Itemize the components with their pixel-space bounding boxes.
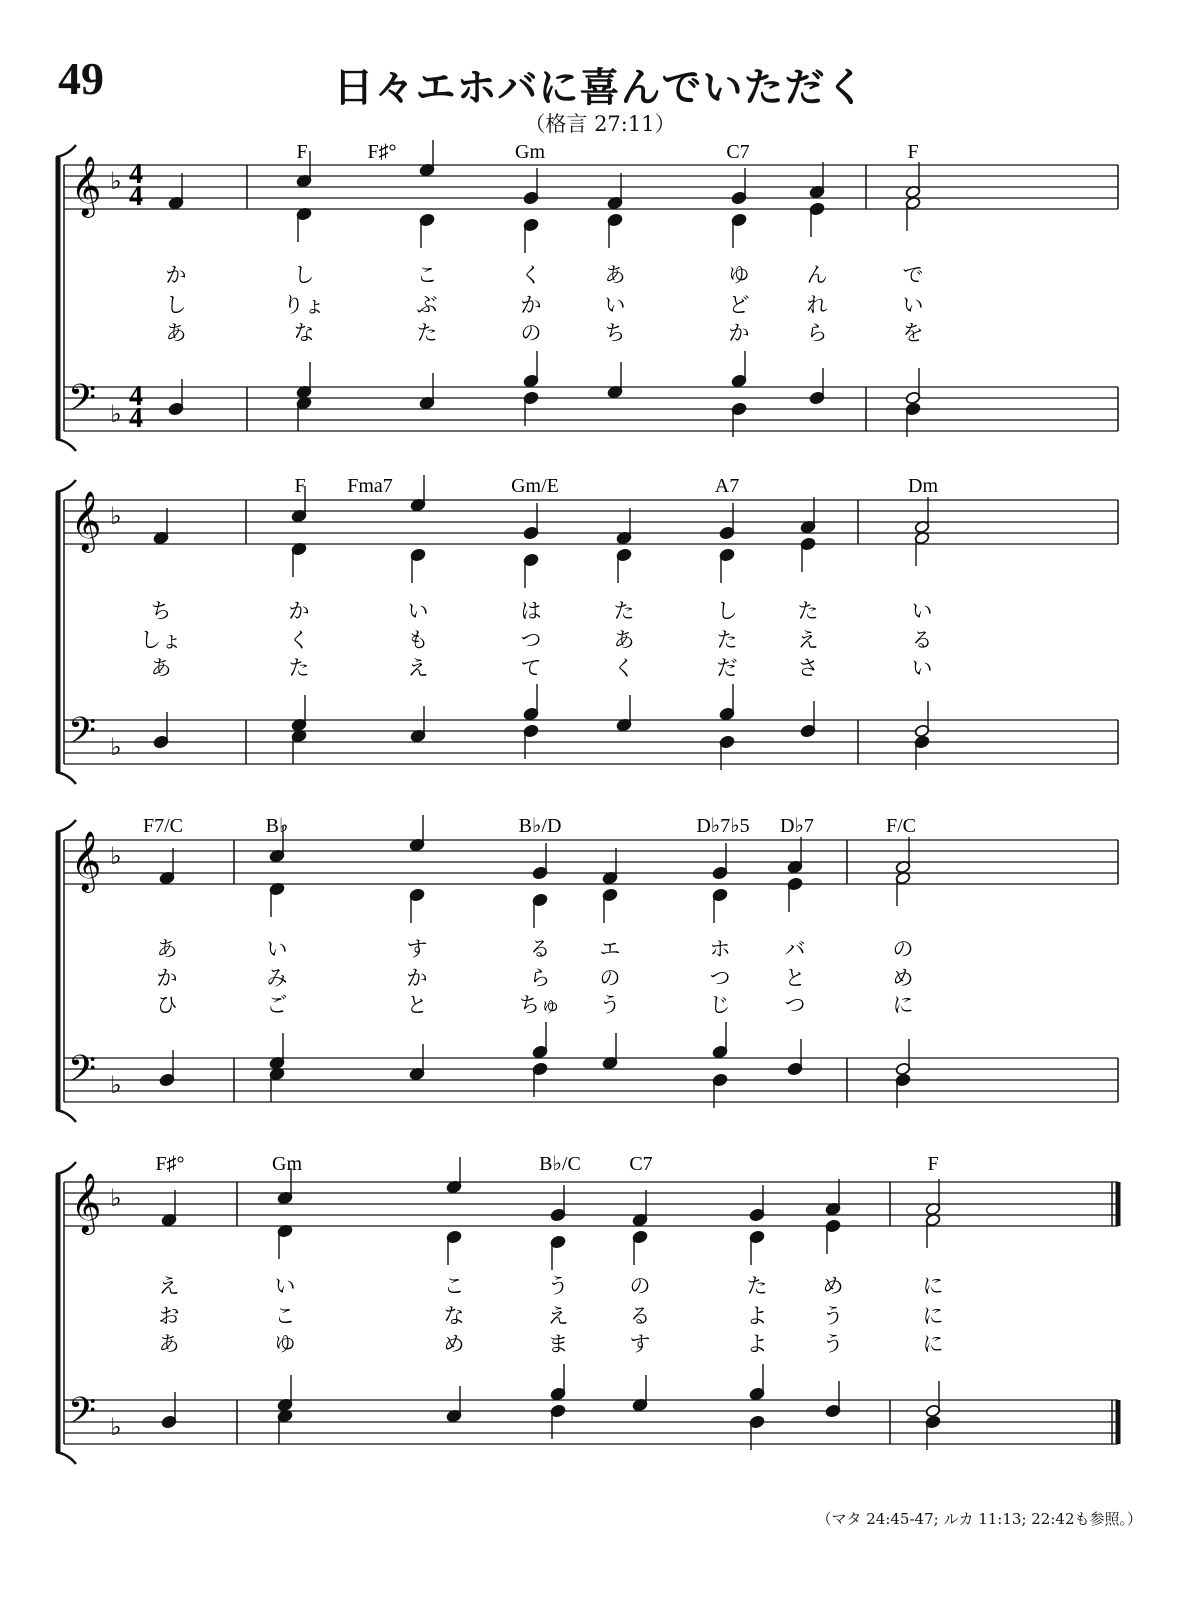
time-signature-top: 4 [129, 159, 143, 190]
lyric-syllable-verse-1: こ [416, 263, 438, 287]
lyric-syllable-verse-1: い [407, 599, 429, 623]
lyric-syllable-verse-1: か [288, 599, 310, 623]
time-signature-bottom: 4 [129, 403, 143, 434]
chord-symbol: B♭/C [539, 1153, 581, 1175]
lyric-syllable-verse-1: こ [443, 1274, 465, 1298]
lyric-syllable-verse-3: な [293, 321, 315, 345]
chord-symbol: Gm [515, 141, 545, 163]
system-3 [56, 815, 1118, 1122]
lyric-syllable-verse-3: の [520, 321, 542, 345]
lyric-syllable-verse-3: た [288, 656, 310, 680]
lyric-syllable-verse-1: に [922, 1274, 944, 1298]
lyric-syllable-verse-3: ゆ [274, 1332, 296, 1356]
chord-symbol: F7/C [142, 815, 184, 837]
lyric-syllable-verse-1: ホ [709, 937, 731, 961]
lyric-syllable-verse-1: い [911, 599, 933, 623]
chord-symbol: C7 [629, 1153, 653, 1175]
lyric-syllable-verse-1: め [822, 1274, 844, 1298]
chord-symbol: B♭ [265, 815, 289, 837]
bracket-bottom-hook [56, 1110, 76, 1122]
bracket-bottom-hook [56, 439, 76, 451]
lyric-syllable-verse-3: え [407, 656, 429, 680]
lyric-syllable-verse-1: で [902, 263, 924, 287]
bass-clef: 𝄢 [67, 1390, 97, 1441]
lyric-syllable-verse-2: た [716, 628, 738, 652]
lyric-syllable-verse-3: て [520, 656, 542, 680]
lyric-syllable-verse-2: つ [520, 628, 542, 652]
lyric-syllable-verse-1: の [892, 937, 914, 961]
chord-symbol: F [296, 141, 308, 163]
lyric-syllable-verse-3: に [892, 993, 914, 1017]
lyric-syllable-verse-1: バ [784, 937, 806, 961]
lyric-syllable-verse-3: ひ [156, 993, 178, 1017]
lyric-syllable-verse-1: ん [806, 263, 828, 287]
lyric-syllable-verse-1: し [716, 599, 738, 623]
lyric-syllable-verse-3: く [613, 656, 635, 680]
footer-references: （マタ 24:45-47; ルカ 11:13; 22:42も参照。） [816, 1510, 1142, 1528]
chord-symbol: D♭7♭5 [696, 815, 750, 837]
lyric-syllable-verse-1: る [529, 937, 551, 961]
lyric-syllable-verse-1: は [520, 599, 542, 623]
chord-symbol: Gm/E [511, 475, 559, 497]
lyric-syllable-verse-3: す [629, 1332, 651, 1356]
lyric-syllable-verse-2: い [604, 293, 626, 317]
hymn-number: 49 [58, 53, 104, 104]
lyric-syllable-verse-2: え [797, 628, 819, 652]
lyric-syllable-verse-1: す [406, 937, 428, 961]
key-signature-flat-icon: ♭ [110, 1184, 122, 1212]
lyric-syllable-verse-3: た [416, 321, 438, 345]
chord-symbol: B♭/D [518, 815, 562, 837]
chord-symbol: F [927, 1153, 939, 1175]
lyric-syllable-verse-3: ま [547, 1332, 569, 1356]
lyric-syllable-verse-3: か [728, 321, 750, 345]
lyric-syllable-verse-3: つ [784, 993, 806, 1017]
lyric-syllable-verse-1: い [274, 1274, 296, 1298]
lyric-syllable-verse-1: か [165, 263, 187, 287]
lyric-syllable-verse-2: お [158, 1304, 180, 1328]
time-signature-top: 4 [129, 381, 143, 412]
treble-clef: 𝄞 [70, 156, 102, 216]
lyric-syllable-verse-3: じ [709, 993, 731, 1017]
treble-clef: 𝄞 [70, 491, 102, 551]
chord-symbol: F♯° [155, 1153, 185, 1175]
lyric-syllable-verse-2: りょ [283, 293, 325, 317]
lyric-syllable-verse-3: ら [806, 321, 828, 345]
lyric-syllable-verse-1: た [613, 599, 635, 623]
lyric-syllable-verse-2: しょ [140, 628, 182, 652]
chord-symbol: A7 [714, 475, 740, 497]
lyric-syllable-verse-2: も [407, 628, 429, 652]
lyric-syllable-verse-2: る [911, 628, 933, 652]
lyric-syllable-verse-1: あ [604, 263, 626, 287]
lyric-syllable-verse-3: ご [266, 993, 288, 1017]
chord-symbol: Fma7 [347, 475, 393, 497]
chord-symbol: F♯° [367, 141, 397, 163]
lyric-syllable-verse-2: え [547, 1304, 569, 1328]
lyric-syllable-verse-1: た [797, 599, 819, 623]
chord-symbol: D♭7 [780, 815, 814, 837]
chord-symbol: F [907, 141, 919, 163]
lyric-syllable-verse-2: う [822, 1304, 844, 1328]
lyric-syllable-verse-2: ど [728, 293, 750, 317]
lyric-syllable-verse-3: あ [165, 321, 187, 345]
lyric-syllable-verse-1: ゆ [728, 263, 750, 287]
chord-symbol: F [294, 475, 306, 497]
lyric-syllable-verse-2: ぶ [416, 293, 438, 317]
key-signature-flat-icon: ♭ [110, 842, 122, 870]
lyric-syllable-verse-2: に [922, 1304, 944, 1328]
lyric-syllable-verse-2: こ [274, 1304, 296, 1328]
lyric-syllable-verse-3: ちゅ [519, 993, 561, 1017]
key-signature-flat-icon: ♭ [110, 733, 122, 761]
bracket-bottom-hook [56, 772, 76, 784]
lyric-syllable-verse-3: う [822, 1332, 844, 1356]
hymn-title: 日々エホバに喜んでいただく [333, 65, 867, 111]
lyric-syllable-verse-3: め [443, 1332, 465, 1356]
lyric-syllable-verse-3: を [902, 321, 924, 345]
lyric-syllable-verse-1: た [746, 1274, 768, 1298]
lyric-syllable-verse-3: ち [604, 321, 626, 345]
lyric-syllable-verse-3: あ [158, 1332, 180, 1356]
chord-symbol: Dm [908, 475, 938, 497]
chord-symbol: C7 [726, 141, 750, 163]
lyric-syllable-verse-2: よ [746, 1304, 768, 1328]
lyric-syllable-verse-3: さ [797, 656, 819, 680]
key-signature-flat-icon: ♭ [110, 167, 122, 195]
lyric-syllable-verse-2: み [266, 966, 288, 990]
lyric-syllable-verse-1: エ [599, 937, 621, 961]
lyric-syllable-verse-2: つ [709, 966, 731, 990]
scripture-reference: （格言 27:11） [524, 112, 676, 136]
lyric-syllable-verse-2: れ [806, 293, 828, 317]
lyric-syllable-verse-1: し [293, 263, 315, 287]
key-signature-flat-icon: ♭ [110, 502, 122, 530]
lyric-syllable-verse-2: か [520, 293, 542, 317]
lyric-syllable-verse-3: に [922, 1332, 944, 1356]
system-1 [56, 140, 1118, 451]
lyric-syllable-verse-3: だ [716, 656, 738, 680]
lyric-syllable-verse-2: る [629, 1304, 651, 1328]
lyric-syllable-verse-2: ら [529, 966, 551, 990]
bass-clef: 𝄢 [67, 377, 97, 428]
lyric-syllable-verse-2: め [892, 966, 914, 990]
key-signature-flat-icon: ♭ [110, 400, 122, 428]
chord-symbol: F/C [885, 815, 917, 837]
lyric-syllable-verse-2: な [443, 1304, 465, 1328]
system-4 [56, 1153, 1118, 1464]
lyric-syllable-verse-2: く [288, 628, 310, 652]
lyric-syllable-verse-1: え [158, 1274, 180, 1298]
lyric-syllable-verse-2: か [156, 966, 178, 990]
lyric-syllable-verse-3: い [911, 656, 933, 680]
bass-clef: 𝄢 [67, 710, 97, 761]
lyric-syllable-verse-1: ち [150, 599, 172, 623]
lyric-syllable-verse-1: い [266, 937, 288, 961]
treble-clef: 𝄞 [70, 1173, 102, 1233]
bass-clef: 𝄢 [67, 1048, 97, 1099]
time-signature-bottom: 4 [129, 181, 143, 212]
lyric-syllable-verse-2: し [165, 293, 187, 317]
lyric-syllable-verse-2: と [784, 966, 806, 990]
lyric-syllable-verse-3: あ [150, 656, 172, 680]
treble-clef: 𝄞 [70, 831, 102, 891]
lyric-syllable-verse-2: い [902, 293, 924, 317]
lyric-syllable-verse-2: あ [613, 628, 635, 652]
lyric-syllable-verse-2: の [599, 966, 621, 990]
lyric-syllable-verse-1: く [520, 263, 542, 287]
lyric-syllable-verse-1: の [629, 1274, 651, 1298]
key-signature-flat-icon: ♭ [110, 1071, 122, 1099]
key-signature-flat-icon: ♭ [110, 1413, 122, 1441]
lyric-syllable-verse-1: あ [156, 937, 178, 961]
lyric-syllable-verse-2: か [406, 966, 428, 990]
lyric-syllable-verse-3: と [406, 993, 428, 1017]
lyric-syllable-verse-3: よ [746, 1332, 768, 1356]
lyric-syllable-verse-3: う [599, 993, 621, 1017]
system-2 [56, 475, 1118, 784]
lyric-syllable-verse-1: う [547, 1274, 569, 1298]
bracket-bottom-hook [56, 1452, 76, 1464]
chord-symbol: Gm [272, 1153, 302, 1175]
